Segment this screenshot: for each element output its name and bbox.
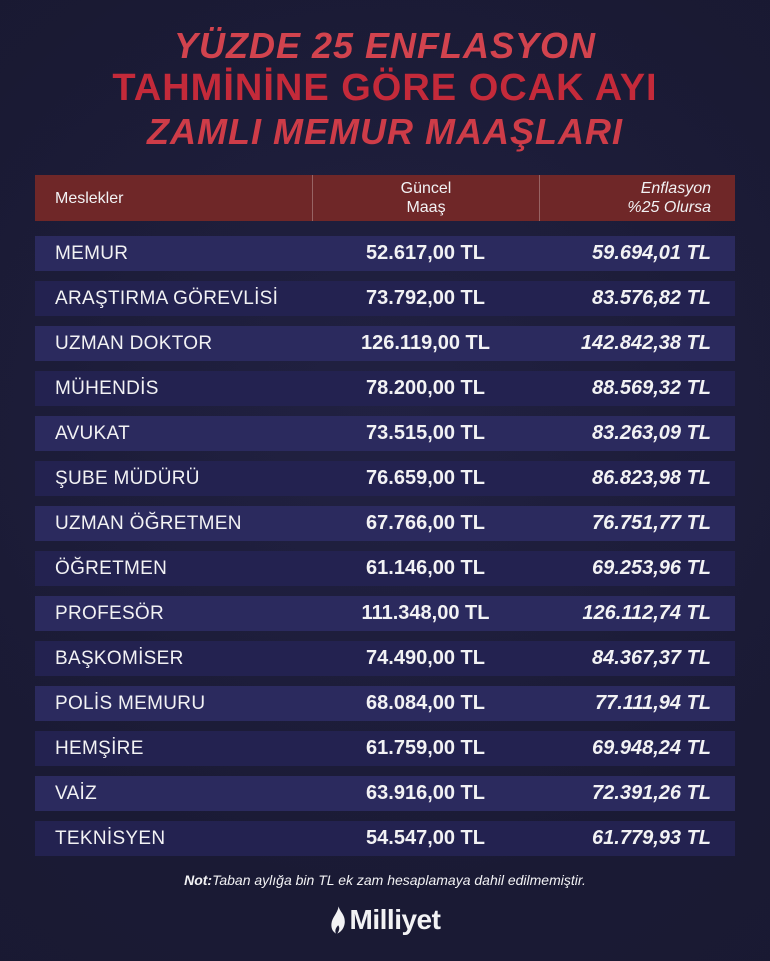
table-row: [35, 641, 735, 676]
current-salary-cell: 126.119,00 TL: [361, 332, 490, 354]
current-salary-cell: 68.084,00 TL: [366, 692, 485, 714]
current-salary-cell: 78.200,00 TL: [366, 377, 485, 399]
table-row: [35, 506, 735, 541]
profession-cell: MEMUR: [55, 242, 129, 264]
inflation-salary-cell: 77.111,94 TL: [595, 692, 711, 714]
inflation-salary-cell: 69.253,96 TL: [592, 557, 711, 579]
milliyet-logo: [0, 900, 770, 940]
inflation-salary-cell: 72.391,26 TL: [592, 782, 711, 804]
footnote: [0, 872, 770, 888]
current-salary-cell: 74.490,00 TL: [366, 647, 485, 669]
column-header-inflation-salary-line1: Enflasyon: [640, 180, 711, 197]
table-row: [35, 236, 735, 271]
profession-cell: UZMAN DOKTOR: [55, 332, 213, 354]
milliyet-flame-icon: [330, 905, 347, 935]
table-row: [35, 596, 735, 631]
milliyet-logo-text: Milliyet: [349, 904, 441, 935]
column-header-inflation-salary-line2: %25 Olursa: [627, 199, 711, 216]
current-salary-cell: 111.348,00 TL: [361, 602, 490, 624]
current-salary-cell: 76.659,00 TL: [366, 467, 485, 489]
table-row: [35, 731, 735, 766]
table-row: [35, 776, 735, 811]
inflation-salary-cell: 61.779,93 TL: [592, 827, 711, 849]
title-line-3: ZAMLI MEMUR MAAŞLARI: [147, 111, 623, 152]
profession-cell: AVUKAT: [55, 422, 130, 444]
profession-cell: BAŞKOMİSER: [55, 647, 184, 669]
current-salary-cell: 67.766,00 TL: [366, 512, 485, 534]
column-header-professions: Meslekler: [55, 189, 124, 207]
profession-cell: MÜHENDİS: [55, 377, 159, 399]
table-row: [35, 326, 735, 361]
column-header-current-salary-line2: Maaş: [406, 199, 446, 216]
profession-cell: ARAŞTIRMA GÖREVLİSİ: [55, 287, 279, 309]
inflation-salary-cell: 126.112,74 TL: [582, 602, 711, 624]
profession-cell: TEKNİSYEN: [55, 827, 166, 849]
footnote-text: Taban aylığa bin TL ek zam hesaplamaya dahil edilmemiştir.: [212, 872, 586, 888]
inflation-salary-cell: 88.569,32 TL: [592, 377, 711, 399]
profession-cell: PROFESÖR: [55, 602, 165, 624]
inflation-salary-cell: 83.576,82 TL: [592, 287, 711, 309]
inflation-salary-cell: 83.263,09 TL: [592, 422, 711, 444]
table-row: [35, 551, 735, 586]
table-row: [35, 371, 735, 406]
current-salary-cell: 73.792,00 TL: [366, 287, 485, 309]
profession-cell: HEMŞİRE: [55, 737, 144, 759]
inflation-salary-cell: 84.367,37 TL: [592, 647, 711, 669]
current-salary-cell: 63.916,00 TL: [366, 782, 485, 804]
table-header-row: [35, 175, 735, 221]
inflation-salary-cell: 69.948,24 TL: [592, 737, 711, 759]
current-salary-cell: 61.146,00 TL: [366, 557, 485, 579]
title-line-2: TAHMİNİNE GÖRE OCAK AYI: [112, 67, 658, 109]
table-row: [35, 686, 735, 721]
profession-cell: VAİZ: [55, 782, 98, 804]
inflation-salary-cell: 76.751,77 TL: [592, 512, 711, 534]
column-header-inflation-salary: [539, 175, 735, 221]
table-row: [35, 281, 735, 316]
current-salary-cell: 61.759,00 TL: [366, 737, 485, 759]
column-header-current-salary-line1: Güncel: [400, 180, 452, 197]
profession-cell: ÖĞRETMEN: [55, 557, 168, 579]
profession-cell: ŞUBE MÜDÜRÜ: [55, 467, 200, 489]
table-rows: [35, 236, 735, 856]
table-row: [35, 416, 735, 451]
title-line-1: YÜZDE 25 ENFLASYON: [173, 25, 597, 66]
table-row: [35, 461, 735, 496]
profession-cell: UZMAN ÖĞRETMEN: [55, 512, 242, 534]
inflation-salary-cell: 86.823,98 TL: [592, 467, 711, 489]
profession-cell: POLİS MEMURU: [55, 692, 206, 714]
page-title: [0, 24, 770, 153]
column-header-current-salary: [312, 175, 539, 221]
table-row: [35, 821, 735, 856]
inflation-salary-cell: 142.842,38 TL: [580, 332, 711, 354]
current-salary-cell: 52.617,00 TL: [366, 242, 485, 264]
current-salary-cell: 54.547,00 TL: [366, 827, 485, 849]
salary-table: [35, 175, 735, 866]
footnote-label: Not:: [184, 872, 213, 888]
inflation-salary-cell: 59.694,01 TL: [592, 242, 711, 264]
current-salary-cell: 73.515,00 TL: [366, 422, 485, 444]
